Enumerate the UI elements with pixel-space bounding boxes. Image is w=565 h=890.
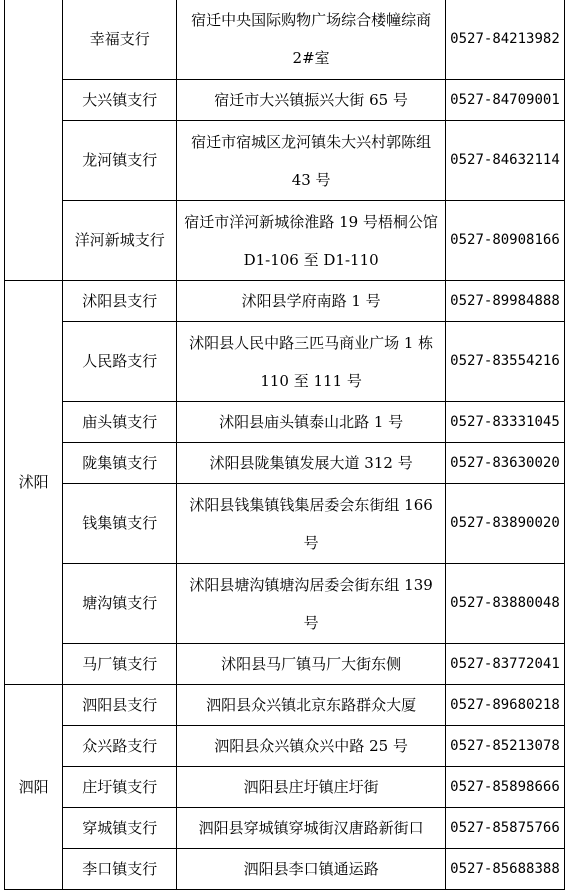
address-cell: 沭阳县人民中路三匹马商业广场 1 栋 110 至 111 号 [177,322,446,402]
phone-cell: 0527-84632114 [445,121,564,201]
phone-cell: 0527-89680218 [445,685,564,726]
address-cell: 宿迁市大兴镇振兴大街 65 号 [177,80,446,121]
phone-cell: 0527-85213078 [445,726,564,767]
branch-table [4,0,565,890]
branch-name-cell: 庄圩镇支行 [63,767,177,808]
table-row [5,484,565,564]
address-cell: 宿迁市宿城区龙河镇朱大兴村郭陈组 43 号 [177,121,446,201]
address-cell: 泗阳县穿城镇穿城街汉唐路新街口 [177,808,446,849]
phone-cell: 0527-83890020 [445,484,564,564]
address-cell: 宿迁市洋河新城徐淮路 19 号梧桐公馆 D1-106 至 D1-110 [177,201,446,281]
table-row [5,685,565,726]
address-cell: 沭阳县塘沟镇塘沟居委会街东组 139 号 [177,564,446,644]
branch-name-cell: 李口镇支行 [63,849,177,890]
phone-cell: 0527-85688388 [445,849,564,890]
address-cell: 沭阳县陇集镇发展大道 312 号 [177,443,446,484]
region-cell: 沭阳 [5,281,63,685]
address-cell: 宿迁中央国际购物广场综合楼幢综商 2#室 [177,0,446,80]
branch-name-cell: 幸福支行 [63,0,177,80]
branch-name-cell: 庙头镇支行 [63,402,177,443]
address-cell: 泗阳县众兴镇众兴中路 25 号 [177,726,446,767]
table-row [5,644,565,685]
branch-name-cell: 马厂镇支行 [63,644,177,685]
branch-name-cell: 塘沟镇支行 [63,564,177,644]
branch-name-cell: 陇集镇支行 [63,443,177,484]
branch-name-cell: 沭阳县支行 [63,281,177,322]
address-cell: 沭阳县马厂镇马厂大街东侧 [177,644,446,685]
region-cell [5,0,63,281]
table-row [5,322,565,402]
address-cell: 沭阳县庙头镇泰山北路 1 号 [177,402,446,443]
address-cell: 沭阳县学府南路 1 号 [177,281,446,322]
branch-name-cell: 泗阳县支行 [63,685,177,726]
branch-name-cell: 龙河镇支行 [63,121,177,201]
phone-cell: 0527-89984888 [445,281,564,322]
phone-cell: 0527-84213982 [445,0,564,80]
table-row [5,281,565,322]
table-row [5,564,565,644]
table-row [5,443,565,484]
table-row [5,849,565,890]
address-cell: 泗阳县庄圩镇庄圩街 [177,767,446,808]
table-row [5,767,565,808]
phone-cell: 0527-80908166 [445,201,564,281]
table-row [5,121,565,201]
phone-cell: 0527-84709001 [445,80,564,121]
branch-name-cell: 人民路支行 [63,322,177,402]
table-row [5,808,565,849]
address-cell: 泗阳县李口镇通运路 [177,849,446,890]
table-row [5,402,565,443]
branch-name-cell: 钱集镇支行 [63,484,177,564]
branch-name-cell: 众兴路支行 [63,726,177,767]
phone-cell: 0527-83554216 [445,322,564,402]
phone-cell: 0527-85875766 [445,808,564,849]
phone-cell: 0527-83630020 [445,443,564,484]
address-cell: 泗阳县众兴镇北京东路群众大厦 [177,685,446,726]
branch-table-body [5,0,565,890]
phone-cell: 0527-85898666 [445,767,564,808]
table-row [5,0,565,80]
branch-name-cell: 大兴镇支行 [63,80,177,121]
phone-cell: 0527-83772041 [445,644,564,685]
phone-cell: 0527-83331045 [445,402,564,443]
table-row [5,726,565,767]
branch-name-cell: 洋河新城支行 [63,201,177,281]
table-row [5,201,565,281]
table-row [5,80,565,121]
address-cell: 沭阳县钱集镇钱集居委会东街组 166 号 [177,484,446,564]
phone-cell: 0527-83880048 [445,564,564,644]
region-cell: 泗阳 [5,685,63,890]
branch-name-cell: 穿城镇支行 [63,808,177,849]
